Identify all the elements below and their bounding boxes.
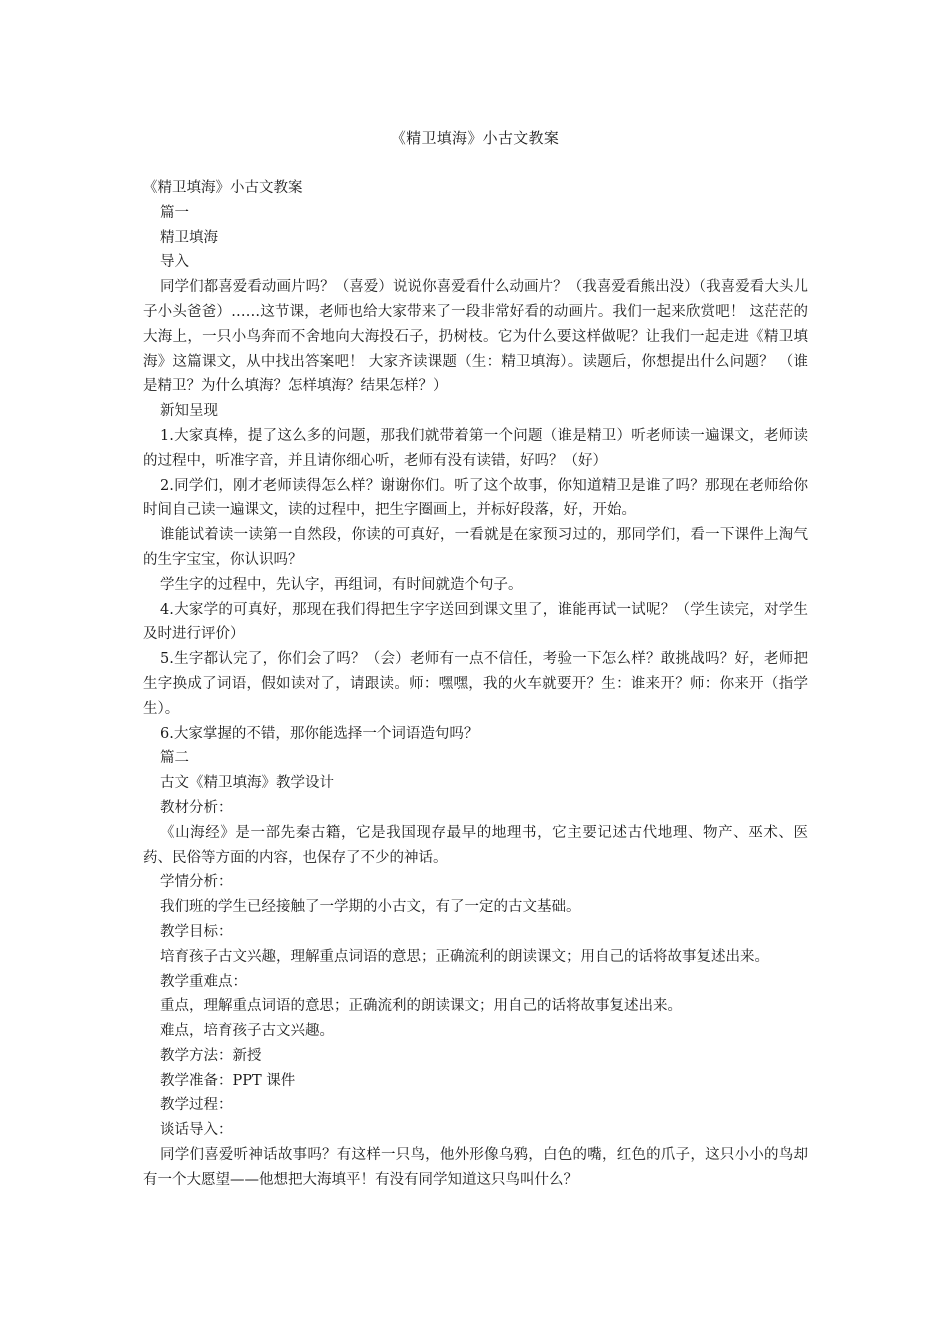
document-body: [143, 176, 808, 1193]
paragraph: 谈话导入：: [160, 1122, 233, 1139]
paragraph: 古文《精卫填海》教学设计: [160, 775, 334, 792]
paragraph: 学情分析：: [160, 874, 233, 891]
paragraph: 精卫填海: [160, 229, 218, 246]
paragraph: 篇二: [160, 750, 189, 767]
paragraph: 重点，理解重点词语的意思；正确流利的朗读课文；用自己的话将故事复述出来。: [160, 998, 682, 1015]
paragraph: 同学们都喜爱看动画片吗？（喜爱）说说你喜爱看什么动画片？（我喜爱看熊出没）（我喜爱看大头儿子小头爸爸）……这节课，老师也给大家带来了一段非常好看的动画片。我们一起来欣赏吧！ 这茫茫的大海上，一只小鸟奔而不舍地向大海投石子，扔树枝。它为什么要这样做呢？让我们一起走进《精卫填海》这篇课文，从中找出答案吧！ 大家齐读课题（生：精卫填海）。读题后，你想提出什么问题？ （谁是精卫？为什么填海？怎样填海？结果怎样？）: [143, 279, 808, 395]
paragraph: 《山海经》是一部先秦古籍，它是我国现存最早的地理书，它主要记述古代地理、物产、巫术、医药、民俗等方面的内容，也保存了不少的神话。: [143, 824, 808, 866]
paragraph: 6.大家掌握的不错，那你能选择一个词语造句吗？: [160, 725, 479, 742]
paragraph: 教学准备：PPT 课件: [160, 1072, 296, 1089]
paragraph: 教学目标：: [160, 923, 233, 940]
paragraph: 教学方法：新授: [160, 1047, 262, 1064]
paragraph: 教学过程：: [160, 1097, 233, 1114]
paragraph: 2.同学们，刚才老师读得怎么样？谢谢你们。听了这个故事，你知道精卫是谁了吗？那现在老师给你时间自己读一遍课文，读的过程中，把生字圈画上，并标好段落，好，开始。: [143, 477, 808, 519]
paragraph: 培育孩子古文兴趣，理解重点词语的意思；正确流利的朗读课文；用自己的话将故事复述出来。: [160, 948, 769, 965]
paragraph: 5.生字都认完了，你们会了吗？（会）老师有一点不信任，考验一下怎么样？敢挑战吗？好，老师把生字换成了词语，假如读对了，请跟读。师：嘿嘿，我的火车就要开？生：谁来开？师：你来开（指学生）。: [143, 651, 808, 717]
paragraph: 教学重难点：: [160, 973, 247, 990]
paragraph: 同学们喜爱听神话故事吗？有这样一只鸟，他外形像乌鸦，白色的嘴，红色的爪子，这只小小的鸟却有一个大愿望——他想把大海填平！有没有同学知道这只鸟叫什么？: [143, 1147, 808, 1188]
paragraph: 导入: [160, 254, 189, 271]
paragraph: 《精卫填海》小古文教案: [143, 180, 303, 196]
paragraph: 1.大家真棒，提了这么多的问题，那我们就带着第一个问题（谁是精卫）听老师读一遍课文，老师读的过程中，听准字音，并且请你细心听，老师有没有读错，好吗？（好）: [143, 427, 808, 469]
paragraph: 学生字的过程中，先认字，再组词，有时间就造个句子。: [160, 576, 523, 593]
paragraph: 难点，培育孩子古文兴趣。: [160, 1023, 334, 1040]
paragraph: 教材分析：: [160, 799, 233, 816]
paragraph: 篇一: [160, 204, 189, 221]
paragraph: 新知呈现: [160, 403, 218, 420]
document-title: 《精卫填海》小古文教案: [390, 129, 560, 147]
paragraph: 谁能试着读一读第一自然段，你读的可真好，一看就是在家预习过的，那同学们，看一下课件上淘气的生字宝宝，你认识吗？: [143, 527, 808, 568]
paragraph: 4.大家学的可真好，那现在我们得把生字字送回到课文里了，谁能再试一试呢？（学生读完，对学生及时进行评价）: [143, 601, 808, 643]
paragraph: 我们班的学生已经接触了一学期的小古文，有了一定的古文基础。: [160, 899, 581, 916]
